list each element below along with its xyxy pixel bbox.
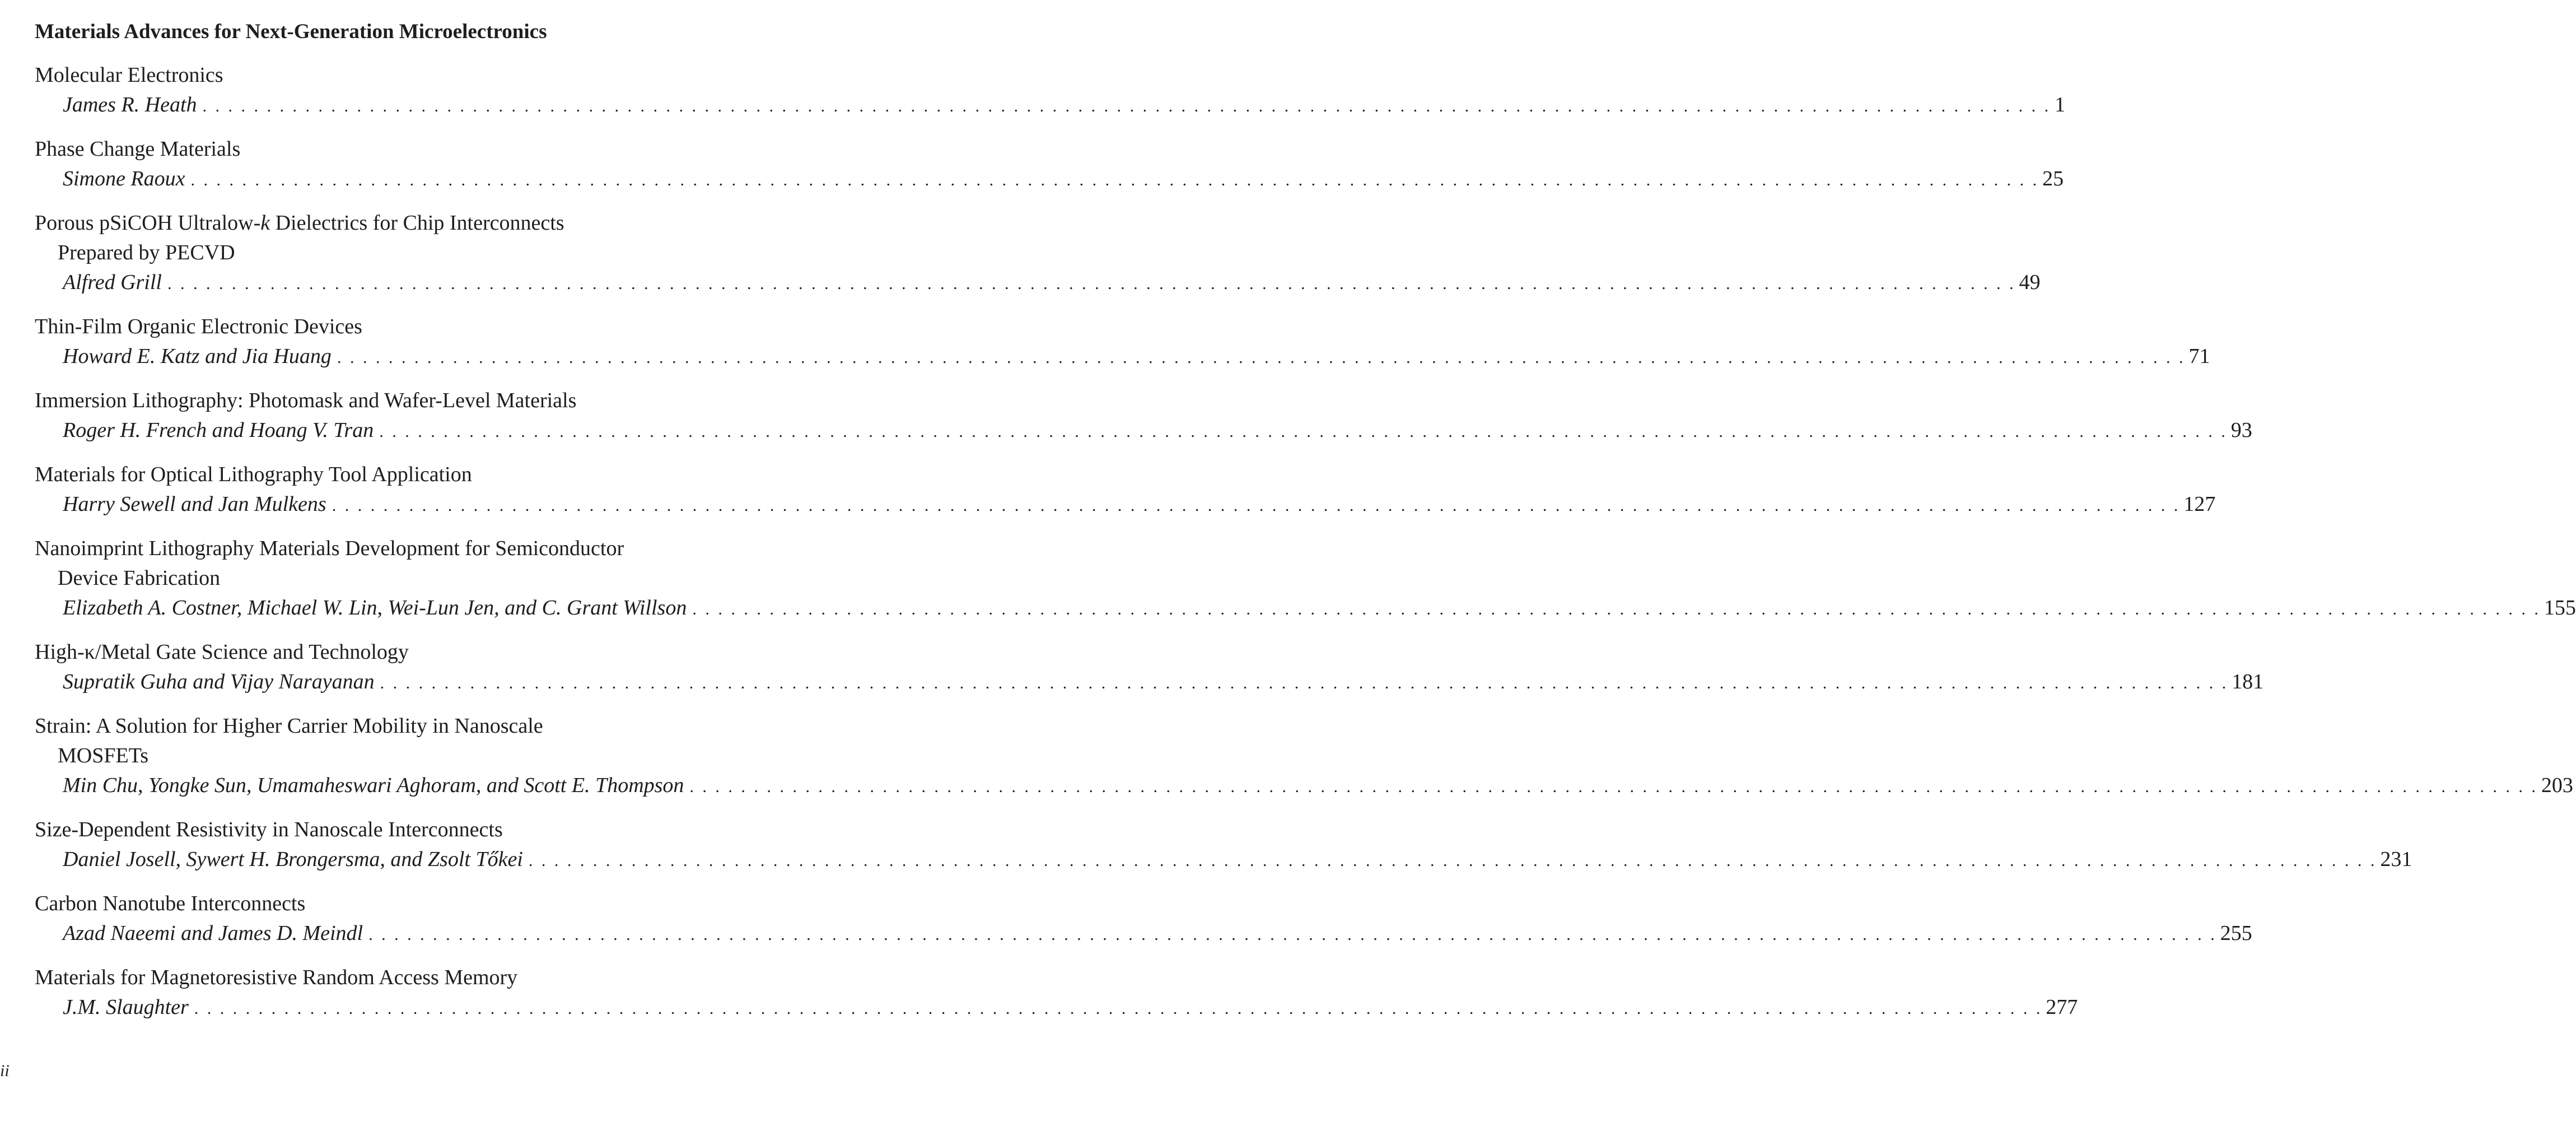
entry-page-number[interactable]: 255	[2220, 921, 2252, 945]
entry-authors: Harry Sewell and Jan Mulkens	[63, 492, 326, 516]
dot-leader	[337, 343, 2186, 373]
entry-line	[35, 993, 2078, 1023]
entry-authors: Min Chu, Yongke Sun, Umamaheswari Aghoram, and Scott E. Thompson	[63, 774, 684, 797]
entry-line	[35, 416, 2252, 446]
entry-line	[35, 164, 2064, 195]
entry-line	[35, 90, 2066, 121]
entry-authors: Daniel Josell, Sywert H. Brongersma, and Zsolt Tőkei	[63, 848, 523, 871]
dot-leader	[190, 165, 2039, 195]
toc-entry[interactable]	[35, 815, 2412, 876]
entry-page-number[interactable]: 127	[2183, 492, 2216, 516]
dot-leader	[368, 920, 2217, 949]
entry-page-number[interactable]: 231	[2380, 848, 2412, 871]
entry-title: Thin-Film Organic Electronic Devices	[35, 315, 362, 338]
section-heading: Materials Advances for Next-Generation Microelectronics	[35, 20, 547, 43]
entry-authors: J.M. Slaughter	[63, 995, 189, 1019]
entry-line	[35, 342, 2210, 373]
entry-page-number[interactable]: 1	[2055, 93, 2066, 117]
entry-page-number[interactable]: 203	[2541, 774, 2573, 797]
entry-title: Size-Dependent Resistivity in Nanoscale Interconnects	[35, 818, 503, 841]
entry-title: Nanoimprint Lithography Materials Development for Semiconductor Device Fabrication	[35, 534, 886, 593]
toc-entry[interactable]	[35, 889, 2252, 949]
dot-leader	[529, 846, 2377, 876]
entry-authors: Azad Naeemi and James D. Meindl	[63, 921, 363, 945]
dot-leader	[692, 594, 2541, 624]
entry-page-number[interactable]: 155	[2544, 596, 2576, 620]
entry-authors: Supratik Guha and Vijay Narayanan	[63, 670, 375, 693]
entry-authors: James R. Heath	[63, 93, 197, 117]
page-folio: ii	[0, 1062, 10, 1080]
toc-entry[interactable]	[35, 534, 2576, 624]
toc-entry[interactable]	[35, 711, 2573, 802]
toc-entry[interactable]	[35, 60, 2066, 121]
table-of-contents	[35, 17, 2576, 1037]
toc-entry[interactable]	[35, 312, 2210, 373]
entry-line	[35, 667, 2264, 698]
entry-authors: Simone Raoux	[63, 167, 185, 190]
entry-authors: Roger H. French and Hoang V. Tran	[63, 418, 374, 442]
entry-authors: Elizabeth A. Costner, Michael W. Lin, Wei-Lun Jen, and C. Grant Willson	[63, 596, 687, 620]
entry-line	[35, 268, 2041, 299]
dot-leader	[203, 91, 2051, 121]
entry-title-continuation: Prepared by PECVD	[58, 241, 235, 264]
entry-page-number[interactable]: 93	[2230, 418, 2252, 442]
dot-leader	[380, 668, 2229, 698]
entry-page-number[interactable]: 25	[2042, 167, 2064, 190]
entry-page-number[interactable]: 49	[2019, 271, 2041, 294]
entry-title: Immersion Lithography: Photomask and Wafer-Level Materials	[35, 389, 577, 412]
dot-leader	[332, 491, 2181, 520]
dot-leader	[194, 994, 2043, 1023]
entry-line	[35, 771, 2573, 802]
toc-entry[interactable]	[35, 134, 2064, 195]
entry-line	[35, 490, 2216, 520]
toc-entry[interactable]	[35, 637, 2264, 698]
entry-title-continuation: Device Fabrication	[58, 566, 221, 590]
toc-entry[interactable]	[35, 208, 2041, 299]
toc-entry[interactable]	[35, 963, 2078, 1023]
entry-line	[35, 919, 2252, 949]
entry-title: Materials for Magnetoresistive Random Access Memory	[35, 966, 518, 989]
entry-line	[35, 593, 2576, 624]
dot-leader	[689, 772, 2538, 802]
entry-title: Phase Change Materials	[35, 137, 241, 161]
entry-title: High-κ/Metal Gate Science and Technology	[35, 640, 409, 664]
entry-page-number[interactable]: 277	[2046, 995, 2078, 1019]
toc-entry[interactable]	[35, 386, 2252, 446]
entry-page-number[interactable]: 181	[2232, 670, 2264, 693]
entry-title: Molecular Electronics	[35, 63, 223, 87]
entry-title: Carbon Nanotube Interconnects	[35, 892, 306, 915]
entry-title: Strain: A Solution for Higher Carrier Mobility in Nanoscale MOSFETs	[35, 711, 886, 771]
entry-authors: Alfred Grill	[63, 271, 162, 294]
dot-leader	[167, 269, 2016, 299]
entry-authors: Howard E. Katz and Jia Huang	[63, 344, 332, 368]
entry-page-number[interactable]: 71	[2188, 344, 2210, 368]
entry-line	[35, 845, 2412, 876]
entry-title-continuation: MOSFETs	[58, 744, 149, 767]
entry-title: Porous pSiCOH Ultralow-k Dielectrics for Chip Interconnects Prepared by PECVD	[35, 208, 886, 268]
dot-leader	[379, 417, 2228, 446]
entry-title: Materials for Optical Lithography Tool Application	[35, 463, 472, 486]
toc-entry[interactable]	[35, 460, 2216, 520]
